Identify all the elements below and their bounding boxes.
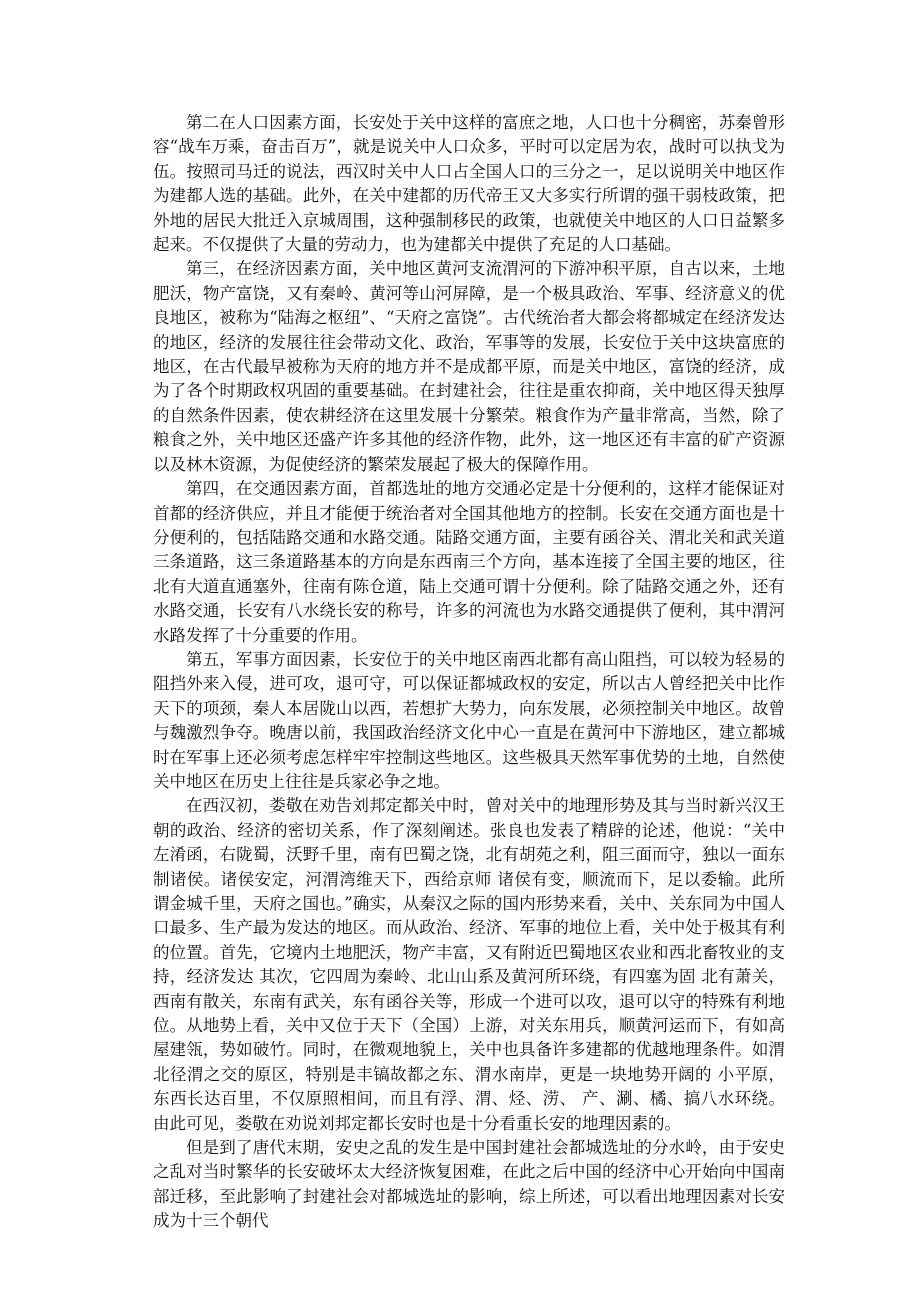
paragraph-transportation: 第四，在交通因素方面，首都选址的地方交通必定是十分便利的，这样才能保证对首都的经济供应，并且才能便于统治者对全国其他地方的控制。长安在交通方面也是十分便利的，包括陆路交通和水路交通。陆路交通方面，主要有函谷关、渭北关和武关道三条道路，这三条道路基本的方向是东西南三个方向，基本连接了全国主要的地区，往北有大道直通塞外，往南有陈仓道，陆上交通可谓十分便利。除了陆路交通之外，还有水路交通，长安有八水绕长安的称号，许多的河流也为水路交通提供了便利，其中渭河水路发挥了十分重要的作用。: [153, 479, 785, 645]
paragraph-western-han: 在西汉初，娄敬在劝告刘邦定都关中时，曾对关中的地理形势及其与当时新兴汉王朝的政治、经济的密切关系，作了深刻阐述。张良也发表了精辟的论述，他说：“关中左淆函，右陇蜀，沃野千里，南有巴蜀之饶，北有胡苑之利，阻三面而守，独以一面东制诸侯。诸侯安定，河渭湾维天下，西给京师 诸侯有变，顺流而下，足以委输。此所谓金城千里，天府之国也。”确实，从秦汉之际的国内形势来看，关中、关东同为中国人口最多、生产最为发达的地区。而从政治、经济、军事的地位上看，关中处于极其有利的位置。首先，它境内土地肥沃，物产丰富，又有附近巴蜀地区农业和西北畜牧业的支持，经济发达 其次，它四周为秦岭、北山山系及黄河所环绕，有四塞为固 北有萧关，西南有散关，东南有武关，东有函谷关等，形成一个进可以攻，退可以守的特殊有利地位。从地势上看，关中又位于天下（全国）上游，对关东用兵，顺黄河运而下，有如高屋建瓴，势如破竹。同时，在微观地貌上，关中也具备许多建都的优越地理条件。如渭北径渭之交的原区，特别是丰镐故都之东、渭水南岸，更是一块地势开阔的 小平原，东西长达百里，不仅原照相间，而且有浮、渭、烃、涝、 产、涮、橘、搞八水环绕。由此可见，娄敬在劝说刘邦定都长安时也是十分看重长安的地理因素的。: [153, 796, 785, 1133]
document-body: [153, 111, 785, 1234]
paragraph-population: 第二在人口因素方面，长安处于关中这样的富庶之地，人口也十分稠密，苏秦曾形容“战车万乘，奋击百万”，就是说关中人口众多，平时可以定居为农，战时可以执戈为伍。按照司马迁的说法，西汉时关中人口占全国人口的三分之一，足以说明关中地区作为建都人选的基础。此外，在关中建都的历代帝王又大多实行所谓的强干弱枝政策，把外地的居民大批迁入京城周围，这种强制移民的政策，也就使关中地区的人口日益繁多起来。不仅提供了大量的劳动力，也为建都关中提供了充足的人口基础。: [153, 113, 785, 255]
paragraph-economy: 第三，在经济因素方面，关中地区黄河支流渭河的下游冲积平原，自古以来，土地肥沃，物产富饶，又有秦岭、黄河等山河屏障，是一个极具政治、军事、经济意义的优良地区，被称为“陆海之枢纽”、“天府之富饶”。古代统治者大都会将都城定在经济发达的地区，经济的发展往往会带动文化、政治，军事等的发展，长安位于关中这块富庶的地区，在古代最早被称为天府的地方并不是成都平原，而是关中地区，富饶的经济，成为了各个时期政权巩固的重要基础。在封建社会，往往是重农抑商，关中地区得天独厚的自然条件因素，使农耕经济在这里发展十分繁荣。粮食作为产量非常高，当然，除了粮食之外，关中地区还盛产许多其他的经济作物，此外，这一地区还有丰富的矿产资源以及林木资源，为促使经济的繁荣发展起了极大的保障作用。: [153, 259, 785, 474]
paragraph-tang-decline: 但是到了唐代末期，安史之乱的发生是中国封建社会都城选址的分水岭，由于安史之乱对当时繁华的长安破坏太大经济恢复困难，在此之后中国的经济中心开始向中国南部迁移，至此影响了封建社会对都城选址的影响，综上所述，可以看出地理因素对长安成为十三个朝代: [153, 1138, 785, 1231]
paragraph-military: 第五，军事方面因素，长安位于的关中地区南西北都有高山阻挡，可以较为轻易的阻挡外来入侵，进可攻，退可守，可以保证都城政权的安定，所以古人曾经把关中比作天下的项颈，秦人本居陇山以西，若想扩大势力，向东发展，必须控制关中地区。故曾与魏激烈争夺。晚唐以前，我国政治经济文化中心一直是在黄河中下游地区，建立都城时在军事上还必须考虑怎样牢牢控制这些地区。这些极具天然军事优势的土地，自然使关中地区在历史上往往是兵家必争之地。: [153, 649, 785, 791]
